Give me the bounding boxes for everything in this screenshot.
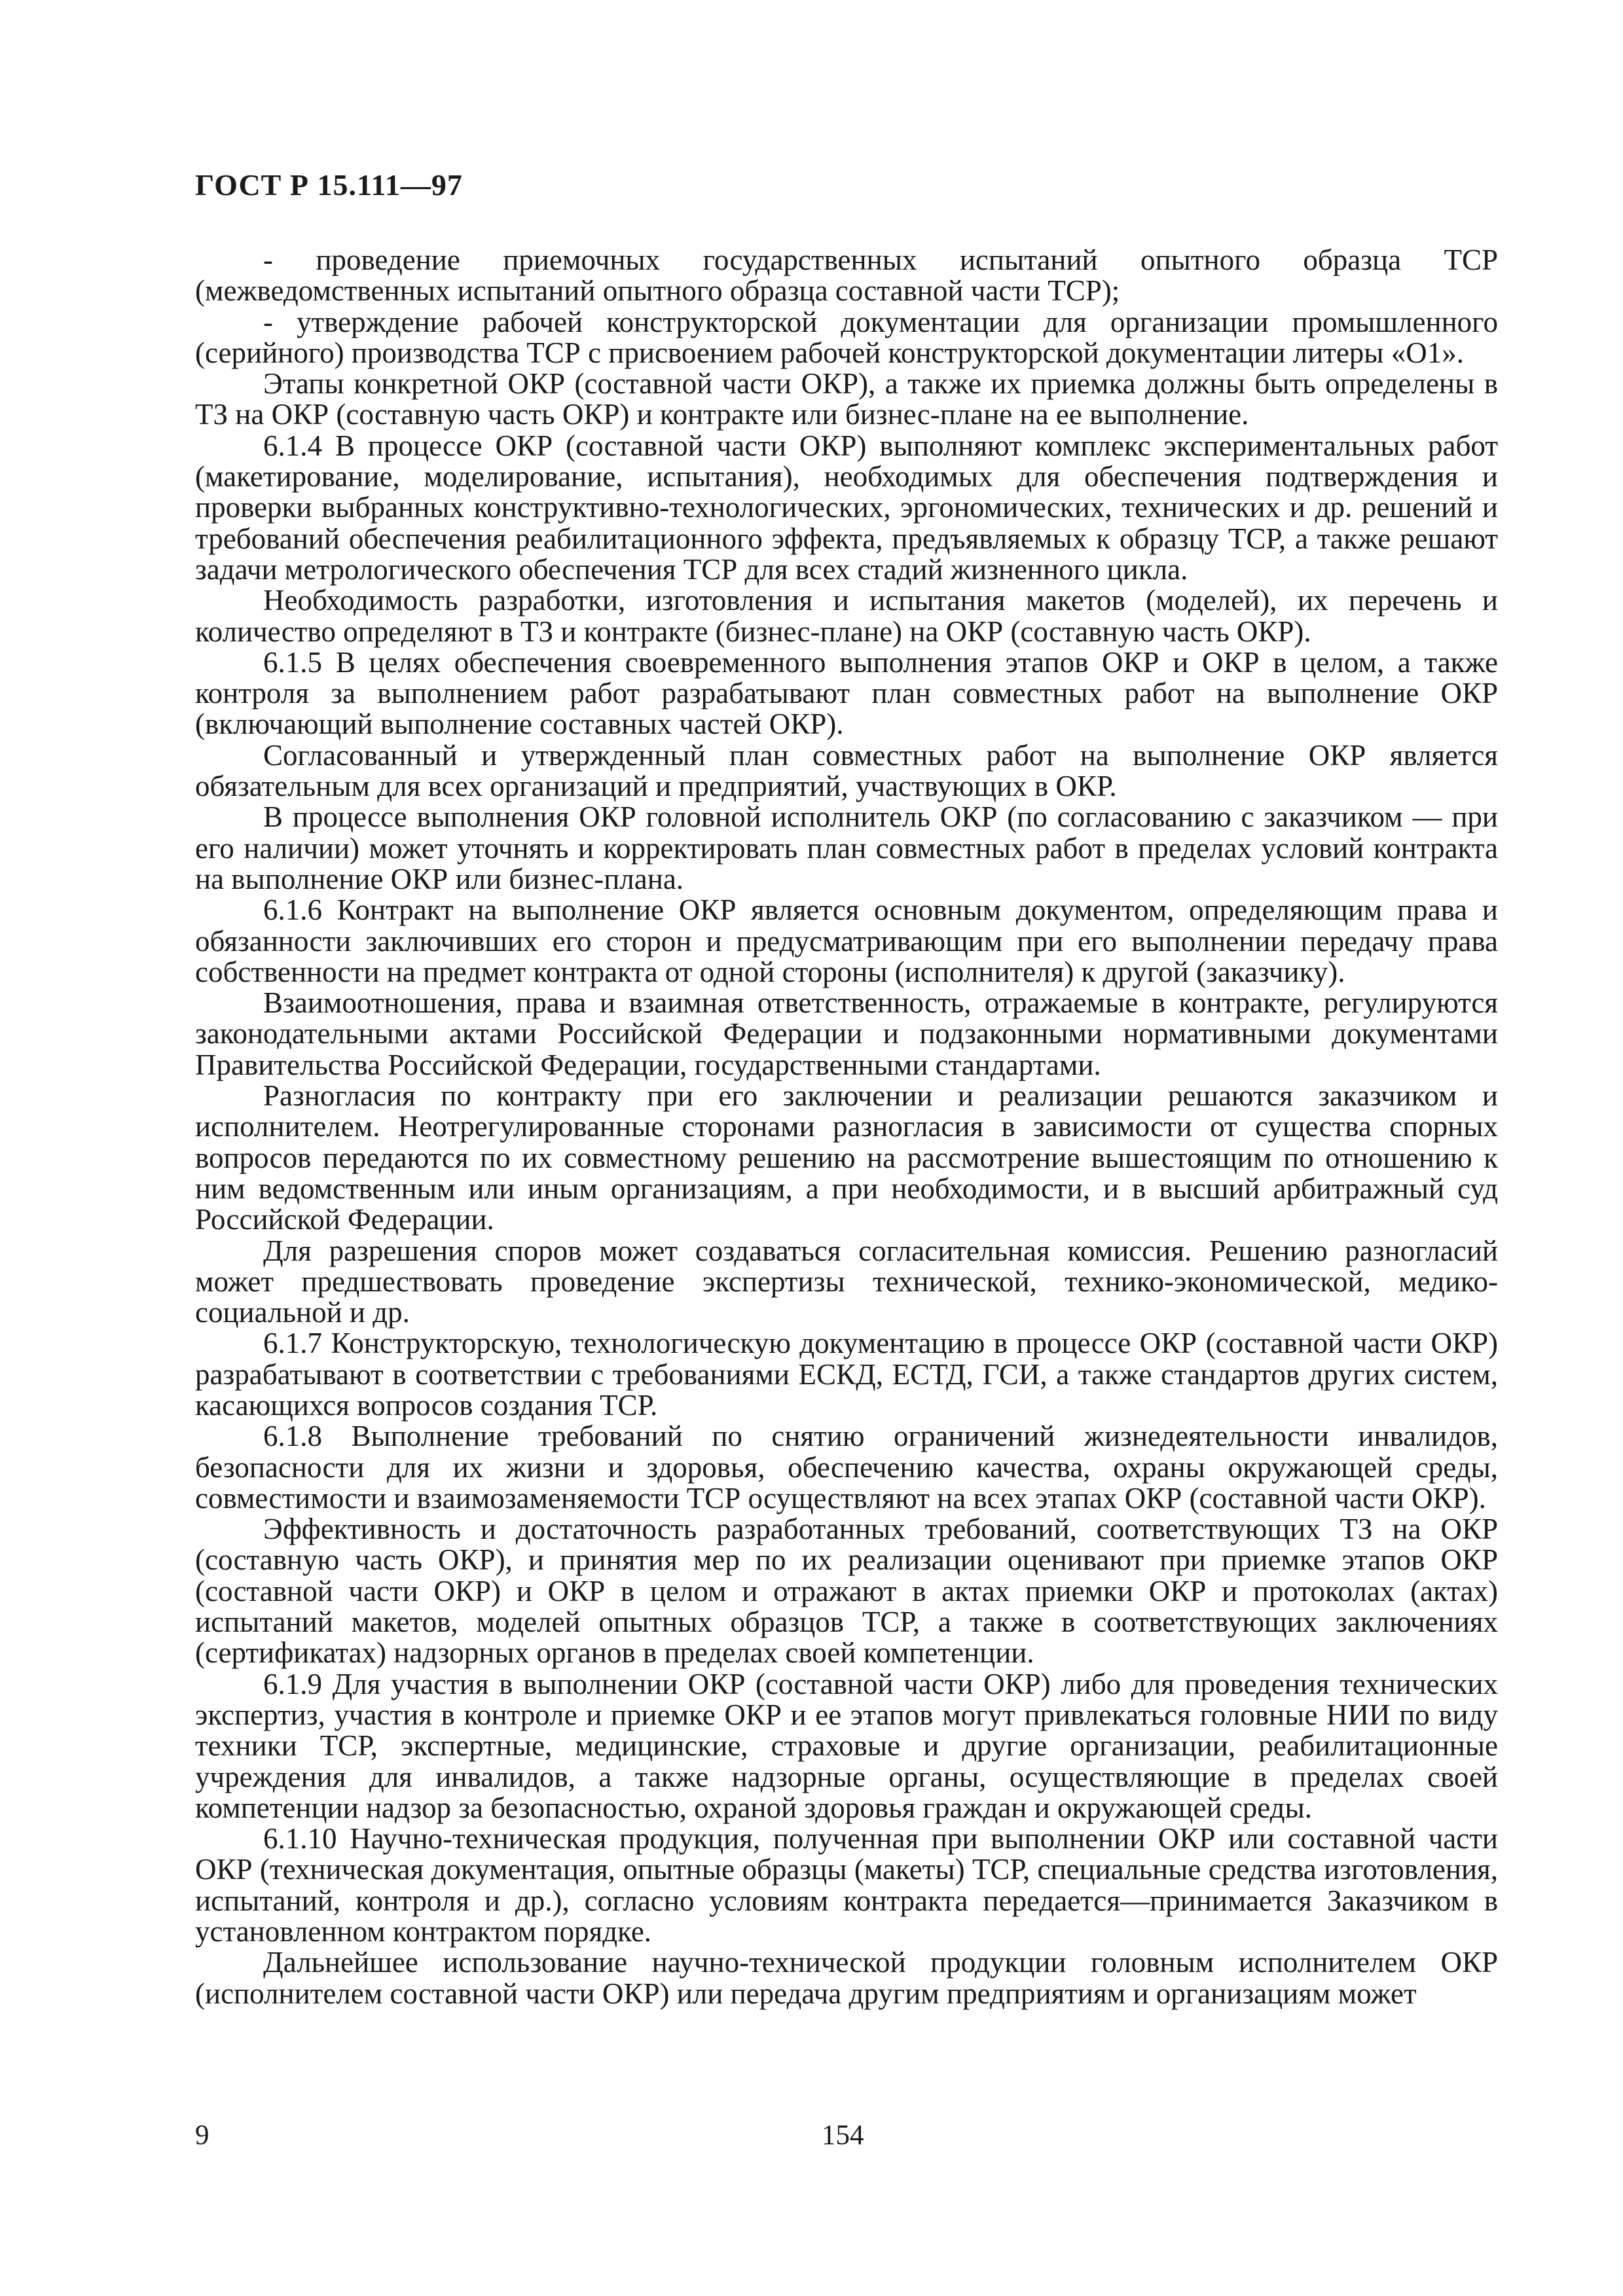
paragraph: Необходимость разработки, изготовления и испытания макетов (моделей), их перечень и количество определяют в ТЗ и контракте (бизнес-плане) на ОКР (составную часть ОКР). — [195, 584, 1498, 648]
paragraph: 6.1.8 Выполнение требований по снятию ограничений жизнедеятельности инвалидов, безопасности для их жизни и здоровья, обеспечению качества, охраны окружающей среды, совместимости и взаимозаменяемости ТСР осуществляют на всех этапах ОКР (составной части ОКР). — [195, 1420, 1498, 1515]
paragraph: 6.1.9 Для участия в выполнении ОКР (составной части ОКР) либо для проведения технических экспертиз, участия в контроле и приемке ОКР и ее этапов могут привлекаться головные НИИ по виду техники ТСР, экспертные, медицинские, страховые и другие организации, реабилитационные учреждения для инвалидов, а также надзорные органы, осуществляющие в пределах своей компетенции надзор за безопасностью, охраной здоровья граждан и окружающей среды. — [195, 1667, 1498, 1824]
paragraph: 6.1.6 Контракт на выполнение ОКР является основным документом, определяющим права и обязанности заключивших его сторон и предусматривающим при его выполнении передачу права собственности на предмет контракта от одной стороны (исполнителя) к другой (заказчику). — [195, 893, 1498, 988]
paragraph: Для разрешения споров может создаваться согласительная комиссия. Решению разногласий может предшествовать проведение экспертизы технической, технико-экономической, медико-социальной и др. — [195, 1234, 1498, 1329]
paragraph: 6.1.10 Научно-техническая продукция, полученная при выполнении ОКР или составной части ОКР (техническая документация, опытные образцы (макеты) ТСР, специальные средства изготовления, испытаний, контроля и др.), согласно условиям контракта передается—принимается Заказчиком в установленном контрактом порядке. — [195, 1822, 1498, 1948]
paragraph: 6.1.7 Конструкторскую, технологическую документацию в процессе ОКР (составной части ОКР) разрабатывают в соответствии с требованиями ЕСКД, ЕСТД, ГСИ, а также стандартов других систем, касающихся вопросов создания ТСР. — [195, 1327, 1498, 1422]
paragraph: Дальнейшее использование научно-технической продукции головным исполнителем ОКР (исполнителем составной части ОКР) или передача другим предприятиям и организациям может — [195, 1946, 1498, 2010]
page-number-left: 9 — [195, 2120, 210, 2151]
paragraph: Взаимоотношения, права и взаимная ответственность, отражаемые в контракте, регулируются законодательными актами Российской Федерации и подзаконными нормативными документами Правительства Российской Федерации, государственными стандартами. — [195, 986, 1498, 1081]
paragraph: 6.1.5 В целях обеспечения своевременного выполнения этапов ОКР и ОКР в целом, а также контроля за выполнением работ разрабатывают план совместных работ на выполнение ОКР (включающий выполнение составных частей ОКР). — [195, 645, 1498, 741]
paragraph: - проведение приемочных государственных испытаний опытного образца ТСР (межведомственных испытаний опытного образца составной части ТСР); — [195, 243, 1498, 308]
document-body — [195, 245, 1498, 2009]
paragraph: Эффективность и достаточность разработанных требований, соответствующих ТЗ на ОКР (составную часть ОКР), и принятия мер по их реализации оценивают при приемке этапов ОКР (составной части ОКР) и ОКР в целом и отражают в актах приемки ОКР и протоколах (актах) испытаний макетов, моделей опытных образцов ТСР, а также в соответствующих заключениях (сертификатах) надзорных органов в пределах своей компетенции. — [195, 1513, 1498, 1670]
paragraph: Разногласия по контракту при его заключении и реализации решаются заказчиком и исполнителем. Неотрегулированные сторонами разногласия в зависимости от существа спорных вопросов передаются по их совместному решению на рассмотрение вышестоящим по отношению к ним ведомственным или иным организациям, а при необходимости, и в высший арбитражный суд Российской Федерации. — [195, 1079, 1498, 1236]
paragraph: Согласованный и утвержденный план совместных работ на выполнение ОКР является обязательным для всех организаций и предприятий, участвующих в ОКР. — [195, 738, 1498, 803]
document-header: ГОСТ Р 15.111—97 — [195, 168, 463, 202]
paragraph: Этапы конкретной ОКР (составной части ОКР), а также их приемка должны быть определены в ТЗ на ОКР (составную часть ОКР) и контракте или бизнес-плане на ее выполнение. — [195, 367, 1498, 431]
page-number-center: 154 — [822, 2120, 864, 2151]
paragraph: - утверждение рабочей конструкторской документации для организации промышленного (серийного) производства ТСР с присвоением рабочей конструкторской документации литеры «О1». — [195, 305, 1498, 369]
paragraph: В процессе выполнения ОКР головной исполнитель ОКР (по согласованию с заказчиком — при его наличии) может уточнять и корректировать план совместных работ в пределах условий контракта на выполнение ОКР или бизнес-плана. — [195, 800, 1498, 895]
paragraph: 6.1.4 В процессе ОКР (составной части ОКР) выполняют комплекс экспериментальных работ (макетирование, моделирование, испытания), необходимых для обеспечения подтверждения и проверки выбранных конструктивно-технологических, эргономических, технических и др. решений и требований обеспечения реабилитационного эффекта, предъявляемых к образцу ТСР, а также решают задачи метрологического обеспечения ТСР для всех стадий жизненного цикла. — [195, 429, 1498, 586]
